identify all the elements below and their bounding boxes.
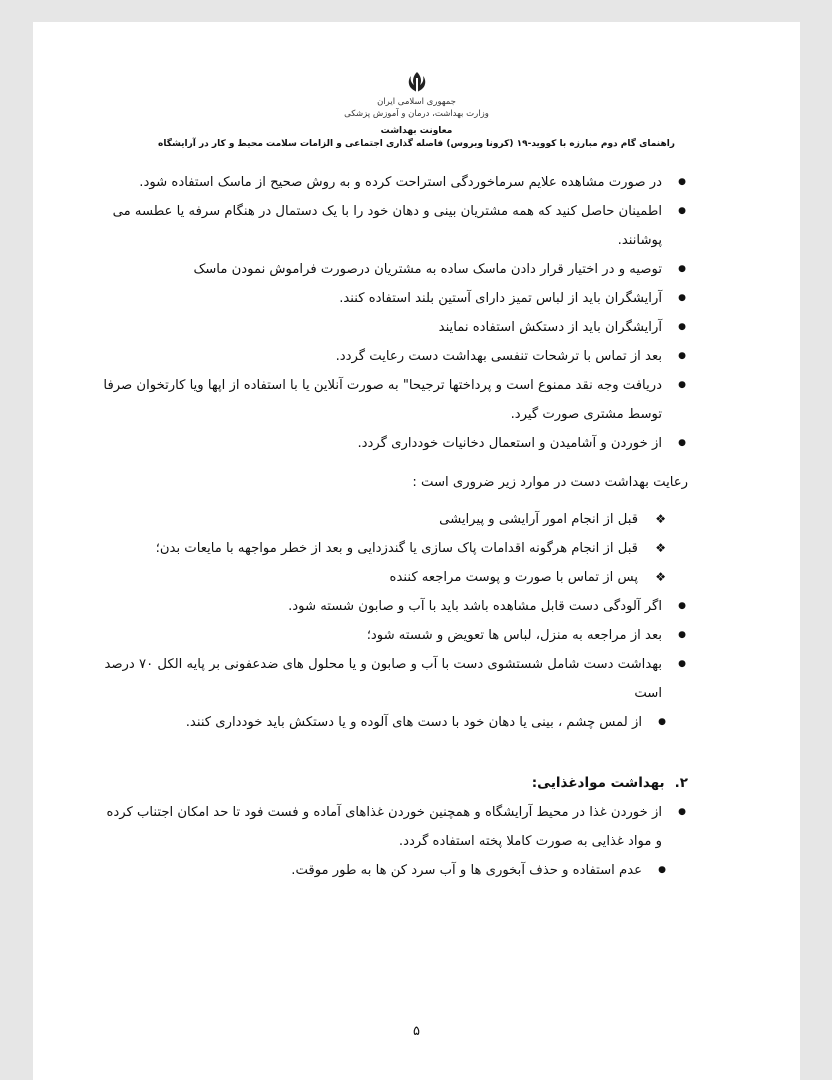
- list-item: ● بهداشت دست شامل شستشوی دست با آب و صابون و یا محلول های ضدعفونی بر پایه الکل ۷۰ درصد است: [99, 650, 688, 708]
- sub-list-2: [99, 856, 688, 885]
- list-item: ❖ قبل از انجام هرگونه اقدامات پاک سازی یا گندزدایی و بعد از خطر مواجهه با مایعات بدن؛: [99, 534, 688, 563]
- letterhead: [33, 70, 800, 149]
- list-item: ● اگر آلودگی دست قابل مشاهده باشد باید با آب و صابون شسته شود.: [99, 592, 688, 621]
- list-item: ● از خوردن غذا در محیط آرایشگاه و همچنین خوردن غذاهای آماده و فست فود تا حد امکان اجتناب کرده و مواد غذایی به صورت کاملا پخته استفاده گردد.: [99, 798, 688, 856]
- bullet-list-3: [99, 798, 688, 856]
- list-item: ● آرایشگران باید از دستکش استفاده نمایند: [99, 313, 688, 342]
- list-item: ● اطمینان حاصل کنید که همه مشتریان بینی و دهان خود را با یک دستمال در هنگام سرفه یا عطسه می پوشانند.: [99, 197, 688, 255]
- list-item: ● آرایشگران باید از لباس تمیز دارای آستین بلند استفاده کنند.: [99, 284, 688, 313]
- list-item: ● عدم استفاده و حذف آبخوری ها و آب سرد کن ها به طور موقت.: [99, 856, 688, 885]
- bullet-list-2: [99, 592, 688, 708]
- list-item: ● از خوردن و آشامیدن و استعمال دخانیات خودداری گردد.: [99, 429, 688, 458]
- document-body: [99, 168, 688, 885]
- list-item: ❖ قبل از انجام امور آرایشی و پیرایشی: [99, 505, 688, 534]
- section-number: ۲.: [674, 775, 688, 791]
- guide-title: راهنمای گام دوم مبارزه با کووید-۱۹ (کرونا ویروس) فاصله گذاری اجتماعی و الزامات سلامت محیط و کار در آرایشگاه: [158, 139, 675, 149]
- page-number: ۵: [413, 1024, 420, 1039]
- iran-emblem-icon: [402, 70, 432, 96]
- list-item: ● در صورت مشاهده علایم سرماخوردگی استراحت کرده و به روش صحیح از ماسک استفاده شود.: [99, 168, 688, 197]
- hand-hygiene-intro: رعایت بهداشت دست در موارد زیر ضروری است :: [412, 475, 688, 490]
- diamond-list: [99, 505, 688, 592]
- sub-list-1: [99, 708, 688, 737]
- document-page: [33, 22, 800, 1080]
- list-item: ● از لمس چشم ، بینی یا دهان خود با دست های آلوده و یا دستکش باید خودداری کنند.: [99, 708, 688, 737]
- bullet-list-1: [99, 168, 688, 458]
- ministry-line-1: جمهوری اسلامی ایران: [377, 97, 456, 107]
- list-item: ● بعد از مراجعه به منزل، لباس ها تعویض و شسته شود؛: [99, 621, 688, 650]
- list-item: ❖ پس از تماس با صورت و پوست مراجعه کننده: [99, 563, 688, 592]
- department-name: معاونت بهداشت: [380, 126, 453, 136]
- section-heading: [99, 769, 688, 798]
- ministry-line-2: وزارت بهداشت، درمان و آموزش پزشکی: [344, 109, 489, 119]
- section-title: بهداشت موادغذایی:: [531, 775, 665, 791]
- list-item: ● دریافت وجه نقد ممنوع است و پرداختها ترجیحا" به صورت آنلاین یا با استفاده از اپها ویا کارتخوان صرفا توسط مشتری صورت گیرد.: [99, 371, 688, 429]
- list-item: ● توصیه و در اختیار قرار دادن ماسک ساده به مشتریان درصورت فراموش نمودن ماسک: [99, 255, 688, 284]
- list-item: ● بعد از تماس با ترشحات تنفسی بهداشت دست رعایت گردد.: [99, 342, 688, 371]
